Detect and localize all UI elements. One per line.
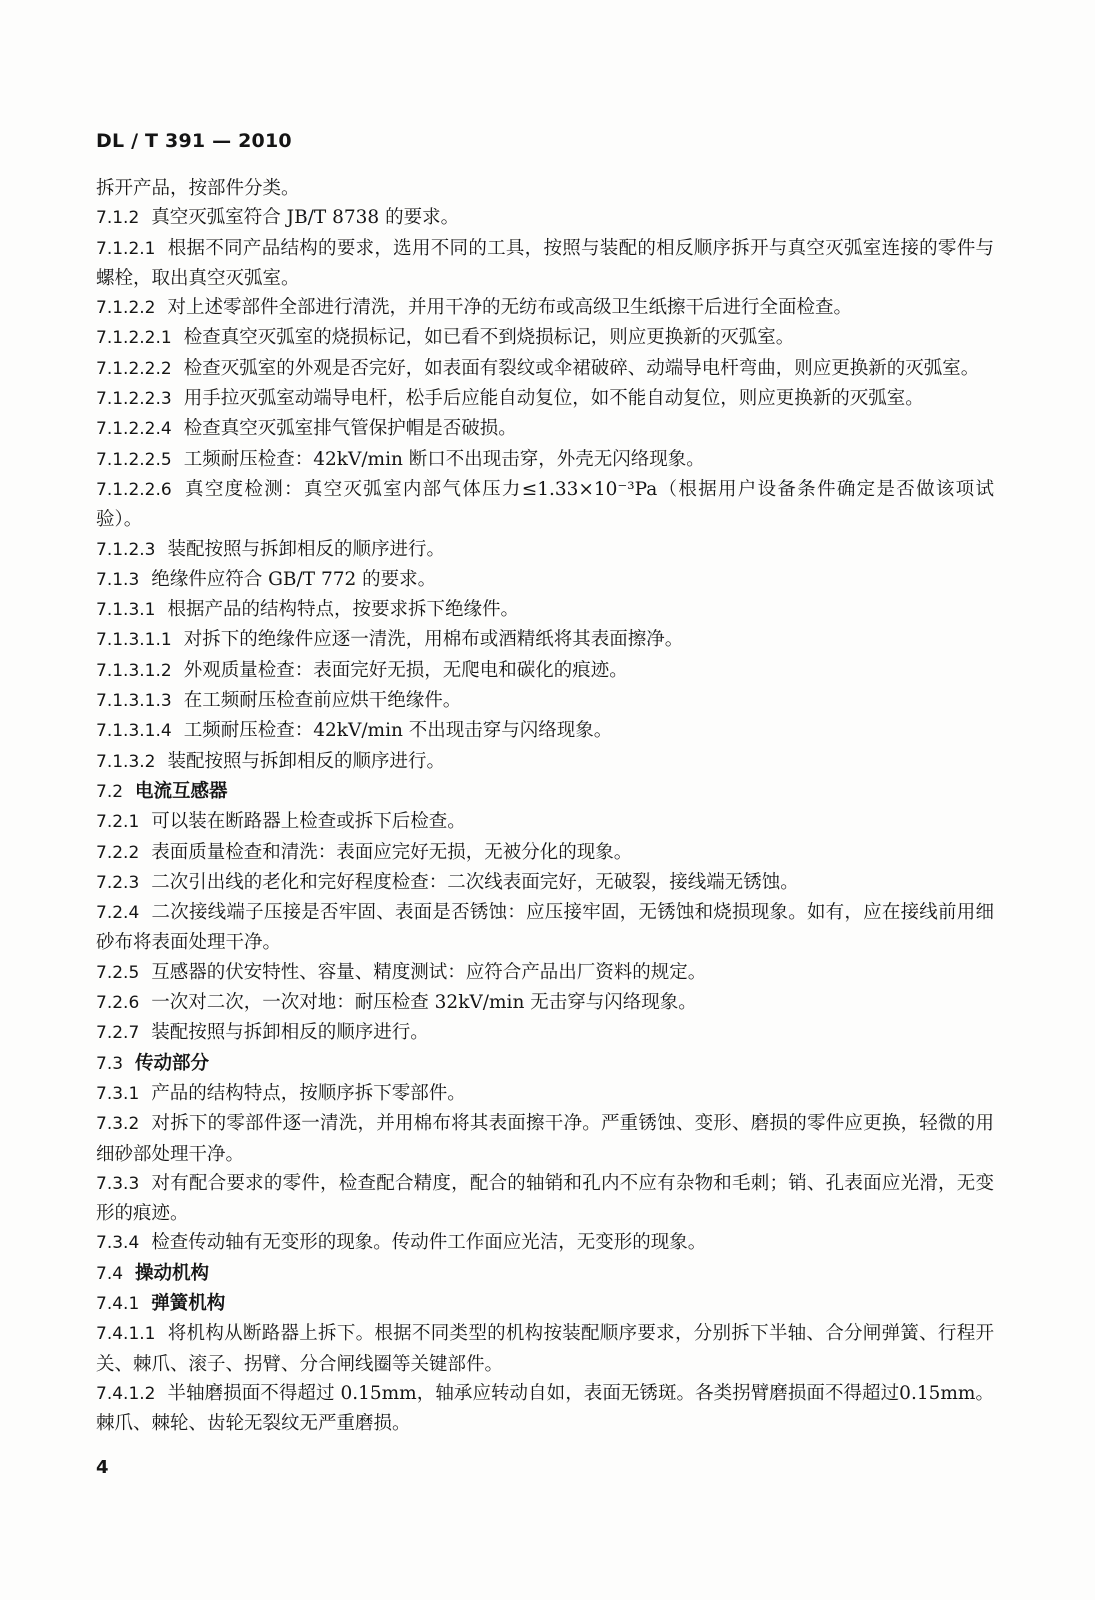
- clause-text: 真空度检测：真空灭弧室内部气体压力≤1.33×10⁻³Pa（根据用户设备条件确定是否做该项试验）。: [96, 478, 994, 531]
- clause-text: 检查传动轴有无变形的现象。传动件工作面应光洁，无变形的现象。: [151, 1232, 707, 1254]
- clause-number: 7.1.3.1: [96, 600, 156, 621]
- clause-number: 7.3.2: [96, 1114, 140, 1135]
- clause-text: 根据不同产品结构的要求，选用不同的工具，按照与装配的相反顺序拆开与真空灭弧室连接的零件与螺栓，取出真空灭弧室。: [96, 237, 994, 289]
- clause-text: 半轴磨损面不得超过 0.15mm，轴承应转动自如，表面无锈斑。各类拐臂磨损面不得超过0.15mm。棘爪、棘轮、齿轮无裂纹无严重磨损。: [96, 1382, 994, 1435]
- clause-text: 用手拉灭弧室动端导电杆，松手后应能自动复位，如不能自动复位，则应更换新的灭弧室。: [183, 388, 924, 410]
- standard-code-header: DL / T 391 — 2010: [96, 130, 292, 152]
- clause-text: 将机构从断路器上拆下。根据不同类型的机构按装配顺序要求，分别拆下半轴、合分闸弹簧、行程开关、棘爪、滚子、拐臂、分合闸线圈等关键部件。: [96, 1323, 994, 1375]
- clause-paragraph: [96, 838, 994, 868]
- clause-number: 7.4.1.2: [96, 1383, 156, 1404]
- clause-paragraph: [96, 1169, 994, 1229]
- clause-paragraph: [96, 747, 994, 777]
- clause-paragraph: [96, 174, 994, 203]
- clause-number: 7.1.3.1.2: [96, 660, 172, 681]
- clause-number: 7.4.1: [96, 1293, 140, 1314]
- clause-paragraph: [96, 1228, 994, 1258]
- clause-text: 绝缘件应符合 GB/T 772 的要求。: [151, 568, 437, 590]
- section-heading: [96, 1049, 994, 1079]
- clause-number: 7.2.1: [96, 812, 140, 833]
- clause-paragraph: [96, 686, 994, 716]
- clause-text: 装配按照与拆卸相反的顺序进行。: [167, 750, 445, 772]
- clause-text: 二次接线端子压接是否牢固、表面是否锈蚀：应压接牢固，无锈蚀和烧损现象。如有，应在接线前用细砂布将表面处理干净。: [96, 902, 994, 954]
- clause-number: 7.1.3.2: [96, 751, 156, 772]
- section-heading: [96, 777, 994, 807]
- clause-paragraph: [96, 1379, 994, 1439]
- clause-text: 电流互感器: [135, 780, 228, 802]
- clause-paragraph: [96, 565, 994, 595]
- clause-text: 外观质量检查：表面完好无损，无爬电和碳化的痕迹。: [183, 659, 628, 681]
- clause-paragraph: [96, 958, 994, 988]
- clause-number: 7.2.5: [96, 962, 140, 983]
- clause-paragraph: [96, 234, 994, 294]
- clause-text: 工频耐压检查：42kV/min 不出现击穿与闪络现象。: [183, 720, 613, 742]
- clause-paragraph: [96, 656, 994, 686]
- clause-paragraph: [96, 1319, 994, 1379]
- clause-text: 互感器的伏安特性、容量、精度测试：应符合产品出厂资料的规定。: [151, 961, 707, 983]
- clause-text: 装配按照与拆卸相反的顺序进行。: [151, 1022, 429, 1044]
- clause-paragraph: [96, 445, 994, 475]
- clause-number: 7.3.4: [96, 1233, 140, 1254]
- clause-number: 7.1.2.3: [96, 539, 156, 560]
- clause-paragraph: [96, 595, 994, 625]
- clause-paragraph: [96, 535, 994, 565]
- clause-number: 7.1.2.2.5: [96, 449, 172, 470]
- clause-number: 7.1.3.1.4: [96, 721, 172, 742]
- clause-number: 7.2.4: [96, 903, 140, 924]
- clause-paragraph: [96, 203, 994, 233]
- clause-number: 7.3.3: [96, 1173, 140, 1194]
- clause-number: 7.1.2.2.1: [96, 328, 172, 349]
- clause-text: 一次对二次，一次对地：耐压检查 32kV/min 无击穿与闪络现象。: [151, 992, 697, 1014]
- clause-paragraph: [96, 1018, 994, 1048]
- clause-number: 7.1.3: [96, 569, 140, 590]
- clause-paragraph: [96, 1109, 994, 1169]
- clause-number: 7.1.2.2.4: [96, 419, 172, 440]
- clause-text: 工频耐压检查：42kV/min 断口不出现击穿，外壳无闪络现象。: [183, 448, 705, 470]
- clause-text: 拆开产品，按部件分类。: [96, 178, 300, 199]
- clause-text: 弹簧机构: [151, 1292, 226, 1314]
- clause-text: 传动部分: [135, 1052, 210, 1074]
- clause-number: 7.1.2.2.2: [96, 358, 172, 379]
- clause-number: 7.1.2.2.3: [96, 389, 172, 410]
- clause-paragraph: [96, 988, 994, 1018]
- clause-paragraph: [96, 384, 994, 414]
- clause-text: 产品的结构特点，按顺序拆下零部件。: [151, 1082, 466, 1104]
- clause-text: 对拆下的绝缘件应逐一清洗，用棉布或酒精纸将其表面擦净。: [183, 629, 684, 651]
- clause-text: 可以装在断路器上检查或拆下后检查。: [151, 811, 466, 833]
- clause-paragraph: [96, 1079, 994, 1109]
- section-heading: [96, 1259, 994, 1289]
- clause-number: 7.2.7: [96, 1023, 140, 1044]
- clause-number: 7.2.2: [96, 842, 140, 863]
- clause-text: 检查真空灭弧室排气管保护帽是否破损。: [183, 418, 517, 440]
- clause-paragraph: [96, 807, 994, 837]
- clause-number: 7.4: [96, 1263, 124, 1284]
- clause-text: 二次引出线的老化和完好程度检查：二次线表面完好，无破裂，接线端无锈蚀。: [151, 871, 799, 893]
- clause-number: 7.2: [96, 781, 124, 802]
- clause-paragraph: [96, 625, 994, 655]
- section-heading: [96, 1289, 994, 1319]
- clause-paragraph: [96, 354, 994, 384]
- clause-text: 表面质量检查和清洗：表面应完好无损，无被分化的现象。: [151, 841, 633, 863]
- clause-paragraph: [96, 323, 994, 353]
- clause-number: 7.1.2: [96, 208, 140, 229]
- clause-number: 7.4.1.1: [96, 1324, 156, 1345]
- clause-paragraph: [96, 293, 994, 323]
- clause-text: 检查灭弧室的外观是否完好，如表面有裂纹或伞裙破碎、动端导电杆弯曲，则应更换新的灭弧室。: [183, 357, 980, 379]
- clause-text: 对上述零部件全部进行清洗，并用干净的无纺布或高级卫生纸擦干后进行全面检查。: [167, 297, 852, 319]
- clause-text: 对拆下的零部件逐一清洗，并用棉布将其表面擦干净。严重锈蚀、变形、磨损的零件应更换，轻微的用细砂部处理干净。: [96, 1113, 994, 1165]
- clause-number: 7.2.6: [96, 993, 140, 1014]
- clause-number: 7.1.3.1.3: [96, 691, 172, 712]
- clause-number: 7.1.2.2: [96, 298, 156, 319]
- clause-paragraph: [96, 716, 994, 746]
- clause-number: 7.3: [96, 1053, 124, 1074]
- clause-number: 7.2.3: [96, 872, 140, 893]
- clause-paragraph: [96, 868, 994, 898]
- clause-text: 对有配合要求的零件，检查配合精度，配合的轴销和孔内不应有杂物和毛刺；销、孔表面应光滑，无变形的痕迹。: [96, 1172, 994, 1225]
- body-text: [96, 174, 994, 1438]
- clause-number: 7.1.3.1.1: [96, 630, 172, 651]
- clause-number: 7.3.1: [96, 1083, 140, 1104]
- clause-text: 操动机构: [135, 1262, 210, 1284]
- clause-number: 7.1.2.1: [96, 238, 156, 259]
- clause-text: 检查真空灭弧室的烧损标记，如已看不到烧损标记，则应更换新的灭弧室。: [183, 327, 795, 349]
- clause-text: 在工频耐压检查前应烘干绝缘件。: [183, 690, 462, 712]
- clause-text: 真空灭弧室符合 JB/T 8738 的要求。: [151, 207, 460, 229]
- clause-text: 根据产品的结构特点，按要求拆下绝缘件。: [167, 599, 519, 621]
- page-number: 4: [96, 1457, 109, 1478]
- clause-number: 7.1.2.2.6: [96, 479, 172, 500]
- clause-paragraph: [96, 475, 994, 535]
- clause-paragraph: [96, 898, 994, 958]
- clause-paragraph: [96, 414, 994, 444]
- clause-text: 装配按照与拆卸相反的顺序进行。: [167, 538, 445, 560]
